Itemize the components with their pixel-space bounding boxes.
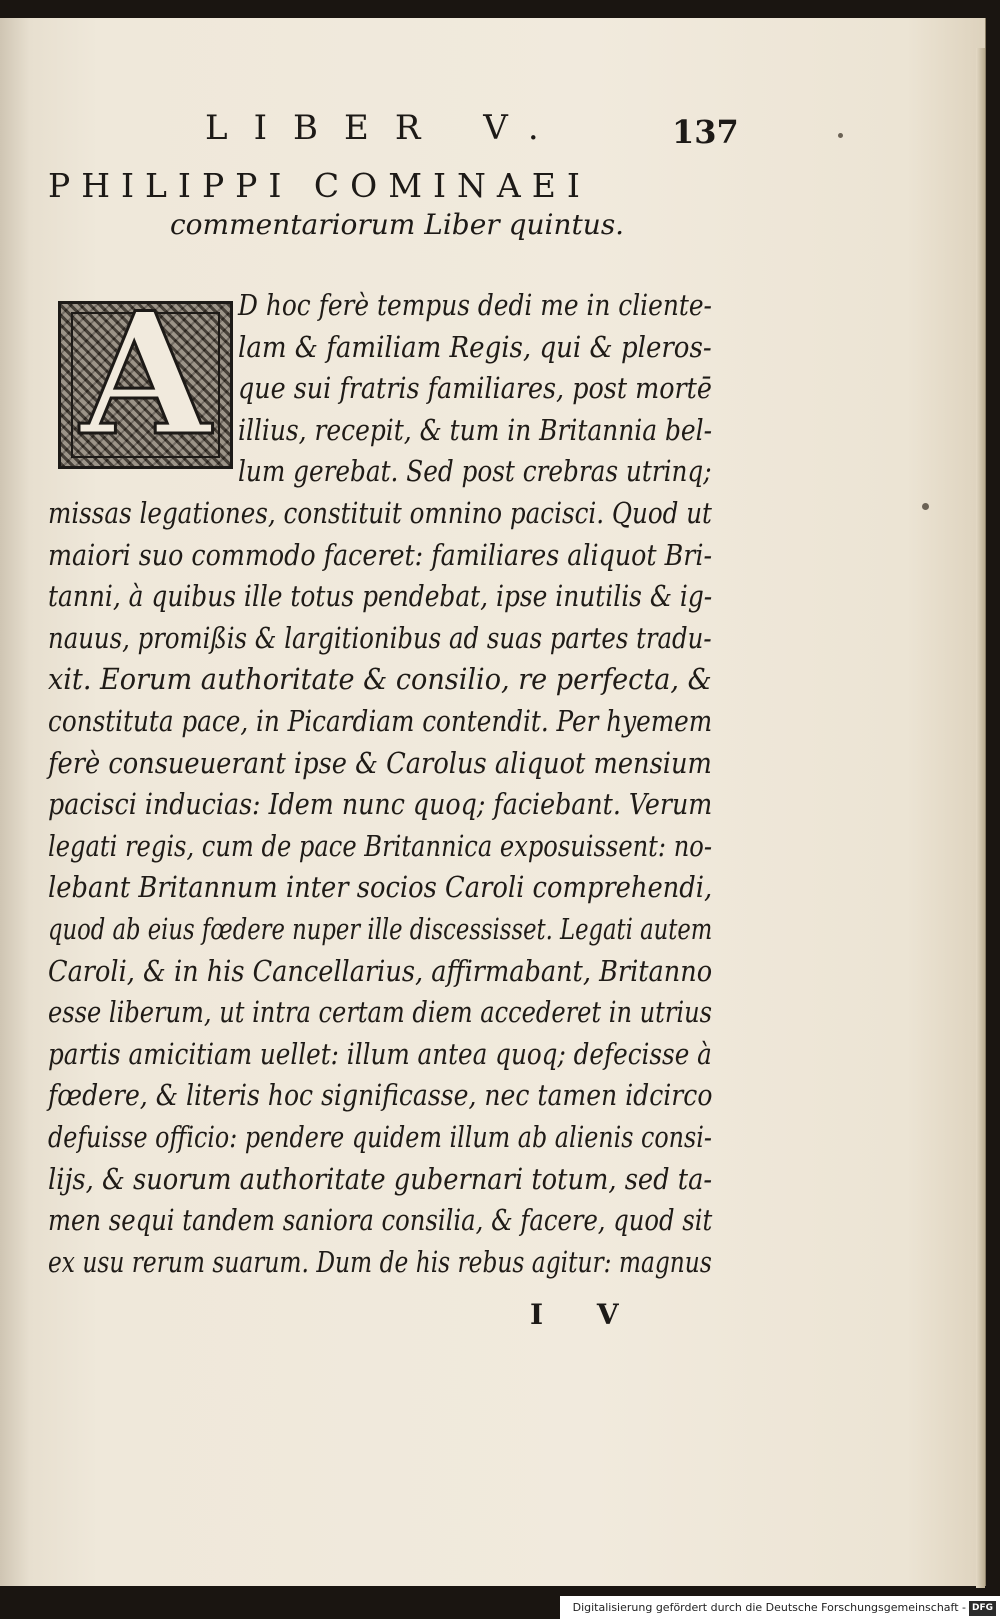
text-line: men sequi tandem saniora consilia, & facere, quod sit (48, 1203, 713, 1238)
text-line: tanni, à quibus ille totus pendebat, ipse inutilis & ig- (48, 579, 713, 614)
footer-text: Digitalisierung gefördert durch die Deutsche Forschungsgemeinschaft - (572, 1601, 966, 1614)
dfg-logo-icon: DFG (969, 1601, 996, 1616)
text-line: missas legationes, constituit omnino pacisci. Quod ut (48, 496, 712, 530)
text-line: pacisci inducias: Idem nunc quoq; faciebant. Verum (48, 787, 713, 822)
text-line: quod ab eius fœdere nuper ille discessisset. Legati autem (48, 912, 713, 946)
book-page (0, 18, 986, 1586)
text-line: maiori suo commodo faceret: familiares aliquot Bri- (48, 537, 713, 572)
decorated-initial (58, 275, 233, 473)
initial-letter: A (80, 275, 211, 473)
text-line: fœdere, & literis hoc significasse, nec tamen idcirco (48, 1078, 713, 1113)
paper-speck (922, 503, 929, 510)
text-line: legati regis, cum de pace Britannica exposuissent: no- (48, 828, 712, 863)
signature-mark: I V (530, 1298, 641, 1331)
text-line: xit. Eorum authoritate & consilio, re perfecta, & (48, 662, 712, 697)
text-line: lebant Britannum inter socios Caroli comprehendi, (48, 870, 713, 905)
text-line: esse liberum, ut intra certam diem accederet in utrius (48, 995, 712, 1030)
text-line: defuisse officio: pendere quidem illum ab alienis consi- (48, 1120, 712, 1154)
text-line: ex usu rerum suarum. Dum de his rebus agitur: magnus (48, 1244, 712, 1279)
text-line: lam & familiam Regis, qui & pleros- (238, 329, 712, 364)
text-line: partis amicitiam uellet: illum antea quoq; defecisse à (48, 1036, 712, 1071)
text-line: lijs, & suorum authoritate gubernari totum, sed ta- (48, 1161, 713, 1196)
chapter-subtitle: commentariorum Liber quintus. (170, 208, 625, 241)
running-head: LIBER V. (205, 108, 565, 148)
paper-speck (838, 133, 843, 138)
text-line: que sui fratris familiares, post mortē (238, 371, 712, 406)
text-line: lum gerebat. Sed post crebras utrinq; (238, 454, 712, 489)
text-line: Caroli, & in his Cancellarius, affirmabant, Britanno (48, 953, 713, 988)
dfg-footer (560, 1596, 1000, 1619)
text-line: constituta pace, in Picardiam contendit. Per hyemem (48, 704, 713, 738)
page-edge (976, 48, 985, 1588)
text-line: D hoc ferè tempus dedi me in cliente- (238, 288, 712, 322)
text-line: nauus, promißis & largitionibus ad suas partes tradu- (48, 620, 712, 655)
page-number: 137 (672, 113, 739, 151)
text-line: ferè consueuerant ipse & Carolus aliquot mensium (48, 745, 712, 780)
text-line: illius, recepit, & tum in Britannia bel- (238, 412, 713, 447)
chapter-title: PHILIPPI COMINAEI (48, 166, 591, 205)
